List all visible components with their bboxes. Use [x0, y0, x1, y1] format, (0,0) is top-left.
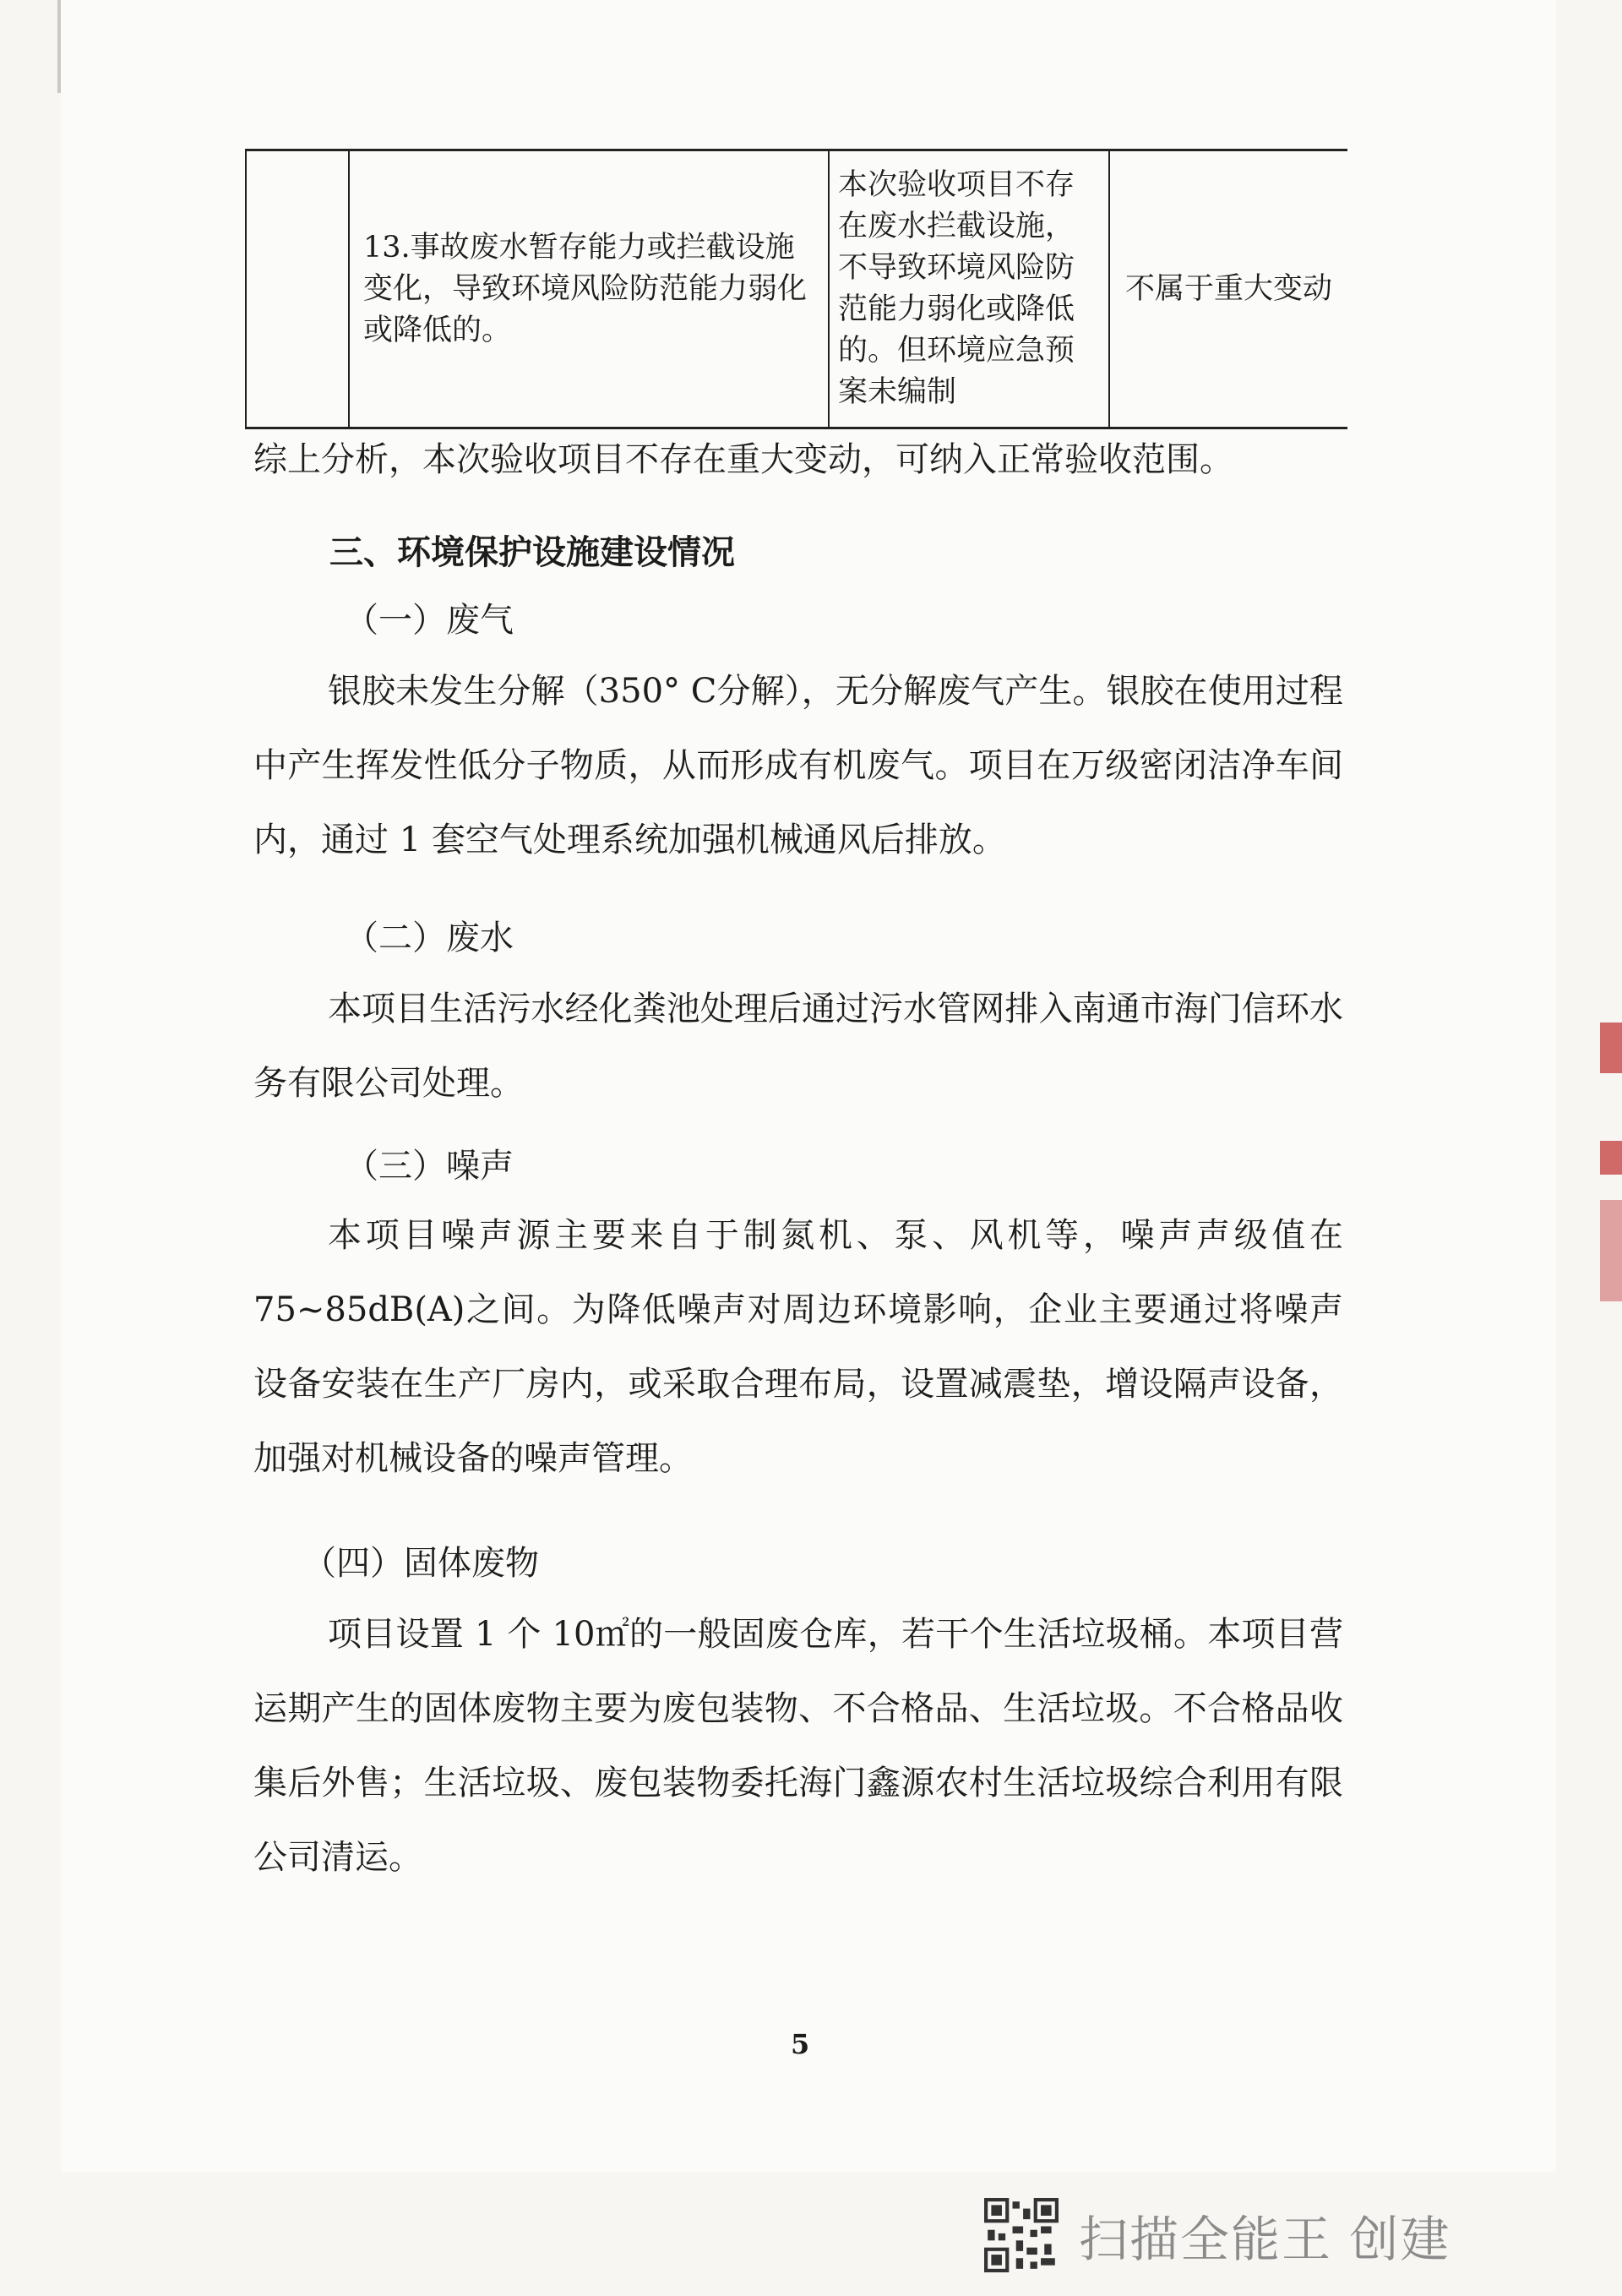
subsection-heading-solid-waste: （四）固体废物: [302, 1544, 539, 1583]
page-number: 5: [791, 2028, 810, 2060]
seal-edge-mark: [1600, 1141, 1622, 1175]
waste-gas-text: 银胶未发生分解（350° C分解），无分解废气产生。银胶在使用过程中产生挥发性低分子物质，从而形成有机废气。项目在万级密闭洁净车间内，通过 1 套空气处理系统加强机械通风后排放。: [253, 672, 1343, 859]
solid-waste-text: 项目设置 1 个 10㎡的一般固废仓库，若干个生活垃圾桶。本项目营运期产生的固体废物主要为废包装物、不合格品、生活垃圾。不合格品收集后外售；生活垃圾、废包装物委托海门鑫源农村生活垃圾综合利用有限公司清运。: [253, 1615, 1343, 1877]
change-assessment-table: [245, 149, 1347, 429]
subsection-heading-noise: （三）噪声: [345, 1147, 514, 1186]
noise-text: 本项目噪声源主要来自于制氮机、泵、风机等，噪声声级值在75~85dB(A)之间。为降低噪声对周边环境影响，企业主要通过将噪声设备安装在生产厂房内，或采取合理布局，设置减震垫，增设隔声设备，加强对机械设备的噪声管理。: [253, 1216, 1343, 1478]
table-row: [246, 150, 1347, 428]
summary-text: 综上分析，本次验收项目不存在重大变动，可纳入正常验收范围。: [253, 440, 1233, 479]
seal-edge-mark: [1600, 1200, 1622, 1301]
watermark-text: 扫描全能王 创建: [1079, 2211, 1451, 2268]
table-cell-item: 13.事故废水暂存能力或拦截设施变化，导致环境风险防范能力弱化或降低的。: [349, 150, 829, 428]
scanner-watermark: [984, 2197, 1451, 2273]
section-heading: 三、环境保护设施建设情况: [329, 532, 735, 572]
subsection-heading-waste-water: （二）废水: [345, 919, 514, 957]
seal-edge-mark: [1600, 1023, 1622, 1073]
table-cell-conclusion: 不属于重大变动: [1109, 150, 1347, 428]
table-cell-blank: [246, 150, 349, 428]
qr-code-icon: [984, 2198, 1059, 2272]
binding-edge: [57, 0, 61, 93]
subsection-heading-waste-gas: （一）废气: [345, 601, 514, 640]
waste-water-text: 本项目生活污水经化粪池处理后通过污水管网排入南通市海门信环水务有限公司处理。: [253, 990, 1343, 1103]
table-cell-status: 本次验收项目不存在废水拦截设施，不导致环境风险防范能力弱化或降低的。但环境应急预案未编制: [829, 150, 1109, 428]
